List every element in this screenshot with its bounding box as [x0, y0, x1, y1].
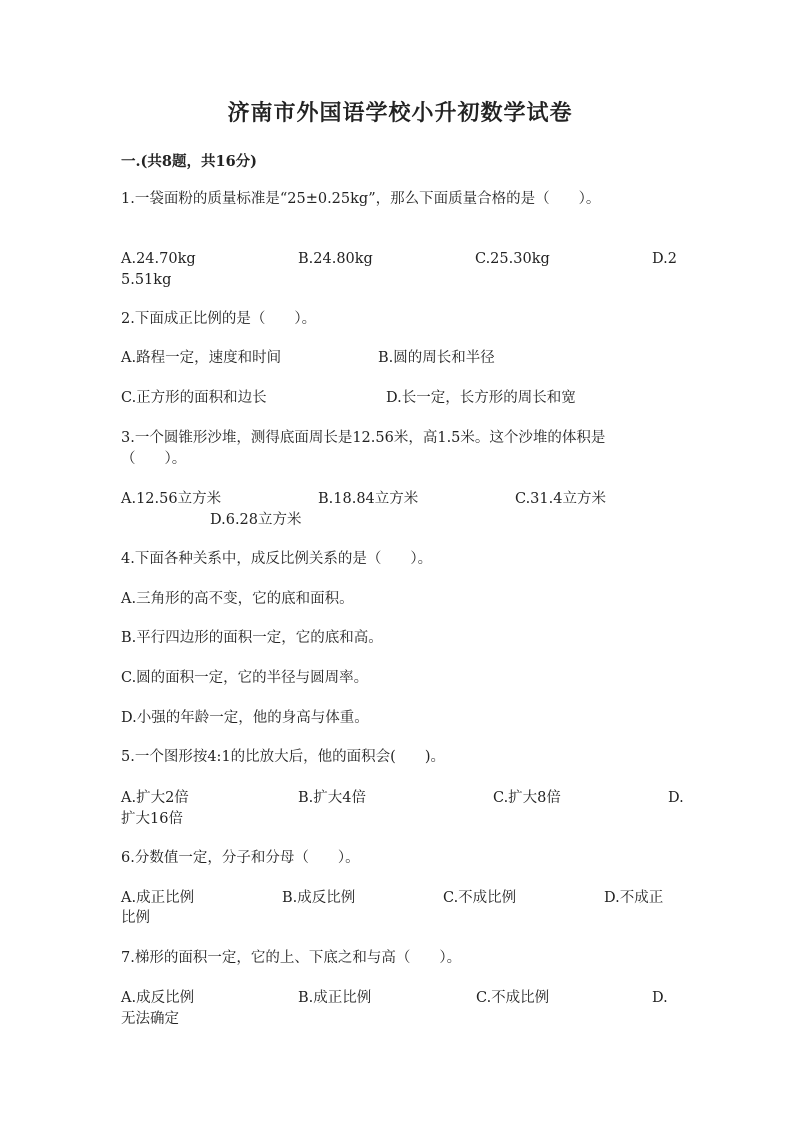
option-b: B.成反比例 [282, 890, 356, 906]
option-d: D. [652, 990, 668, 1006]
option-d-continued: 比例 [121, 910, 150, 926]
option-b: B.圆的周长和半径 [378, 350, 495, 366]
option-d-continued: 无法确定 [121, 1011, 179, 1027]
option-d: D.不成正 [604, 890, 664, 906]
option-b: B.18.84立方米 [318, 491, 419, 507]
question-stem: 6.分数值一定，分子和分母（ ）。 [121, 850, 360, 866]
option-d: D.2 [652, 251, 677, 267]
option-a: A.12.56立方米 [121, 491, 222, 507]
option-d: D.小强的年龄一定，他的身高与体重。 [121, 710, 369, 726]
option-b: B.24.80kg [298, 251, 373, 267]
option-d: D. [668, 790, 684, 806]
option-d: D.6.28立方米 [210, 512, 302, 528]
option-a: A.成正比例 [121, 890, 195, 906]
option-b: B.成正比例 [298, 990, 372, 1006]
option-a: A.成反比例 [121, 990, 195, 1006]
question-stem-continued: （ ）。 [121, 451, 187, 467]
option-a: A.路程一定，速度和时间 [121, 350, 282, 366]
option-a: A.三角形的高不变，它的底和面积。 [121, 591, 354, 607]
page-title: 济南市外国语学校小升初数学试卷 [227, 100, 573, 126]
option-c: C.扩大8倍 [493, 790, 561, 806]
option-c: C.31.4立方米 [515, 491, 606, 507]
option-b: B.平行四边形的面积一定，它的底和高。 [121, 630, 383, 646]
question-stem: 1.一袋面粉的质量标准是“25±0.25kg”，那么下面质量合格的是（ ）。 [121, 191, 601, 207]
option-a: A.扩大2倍 [121, 790, 189, 806]
option-c: C.正方形的面积和边长 [121, 390, 267, 406]
question-stem: 3.一个圆锥形沙堆，测得底面周长是12.56米，高1.5米。这个沙堆的体积是 [121, 430, 606, 446]
option-d-continued: 5.51kg [121, 272, 172, 288]
question-stem: 5.一个图形按4:1的比放大后，他的面积会( )。 [121, 749, 445, 765]
option-b: B.扩大4倍 [298, 790, 366, 806]
option-c: C.圆的面积一定，它的半径与圆周率。 [121, 670, 369, 686]
question-stem: 2.下面成正比例的是（ ）。 [121, 311, 317, 327]
option-c: C.25.30kg [475, 251, 550, 267]
option-d: D.长一定，长方形的周长和宽 [386, 390, 576, 406]
question-stem: 7.梯形的面积一定，它的上、下底之和与高（ ）。 [121, 950, 462, 966]
question-stem: 4.下面各种关系中，成反比例关系的是（ ）。 [121, 551, 433, 567]
option-c: C.不成比例 [443, 890, 517, 906]
option-c: C.不成比例 [476, 990, 550, 1006]
option-d-continued: 扩大16倍 [121, 811, 183, 827]
option-a: A.24.70kg [121, 251, 196, 267]
section-header: 一.(共8题，共16分) [121, 153, 258, 170]
